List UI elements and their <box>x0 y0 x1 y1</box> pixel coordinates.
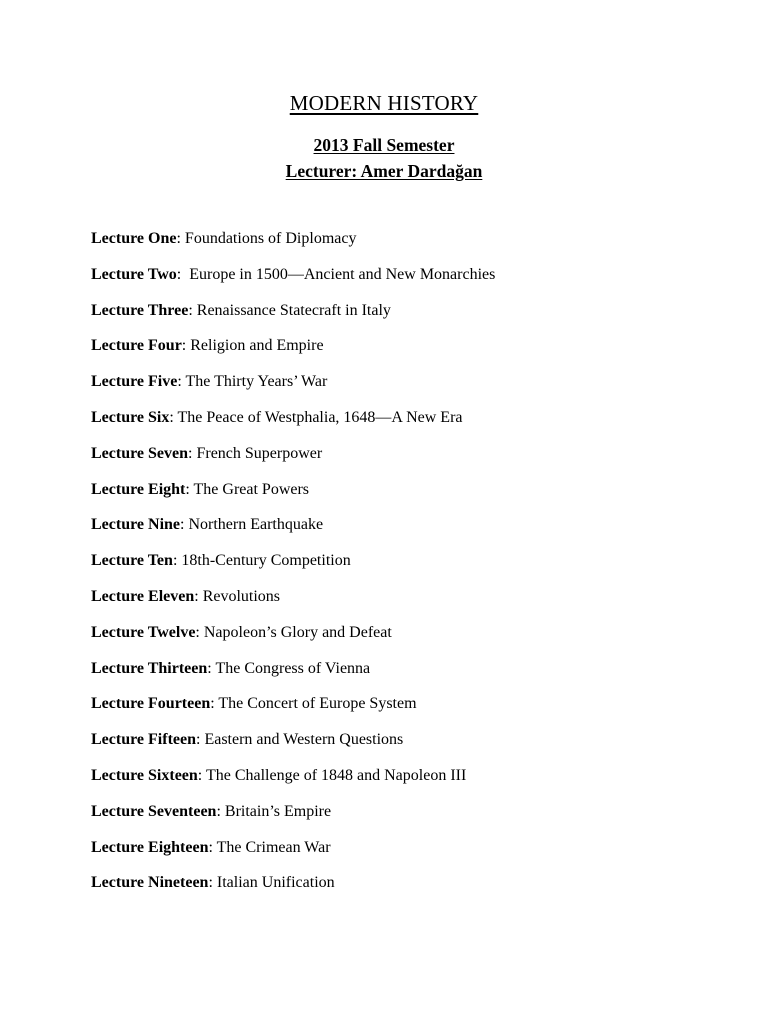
lecture-separator: : <box>195 623 204 641</box>
lecture-label: Lecture Eight <box>91 480 186 498</box>
lecture-separator: : <box>169 408 178 426</box>
lecture-label: Lecture Fifteen <box>91 731 196 749</box>
lecture-topic: French Superpower <box>196 444 323 462</box>
lecture-label: Lecture Fourteen <box>91 695 211 713</box>
lecture-item <box>91 335 495 371</box>
lecture-item <box>91 407 495 443</box>
lecture-topic: The Concert of Europe System <box>218 695 417 713</box>
lecture-label: Lecture Five <box>91 373 178 391</box>
lecture-topic: Northern Earthquake <box>188 516 324 534</box>
lecture-separator: : <box>210 695 219 713</box>
lecture-topic: The Peace of Westphalia, 1648—A New Era <box>177 408 463 426</box>
lecture-list <box>91 228 495 908</box>
lecture-label: Lecture Seven <box>91 444 189 462</box>
lecture-separator: : <box>207 659 216 677</box>
lecture-label: Lecture Nine <box>91 516 181 534</box>
lecture-topic: The Thirty Years’ War <box>185 373 328 391</box>
lecture-label: Lecture Two <box>91 265 177 283</box>
lecture-item <box>91 622 495 658</box>
lecture-topic: Renaissance Statecraft in Italy <box>196 301 391 319</box>
lecture-topic: Eastern and Western Questions <box>204 731 404 749</box>
lecture-separator: : <box>188 444 197 462</box>
lecture-separator: : <box>181 337 191 355</box>
lecture-separator: : <box>176 265 190 283</box>
lecture-item <box>91 693 495 729</box>
lecture-topic: Revolutions <box>202 587 281 605</box>
lecture-item <box>91 550 495 586</box>
lecture-label: Lecture Three <box>91 301 189 319</box>
lecture-separator: : <box>177 373 186 391</box>
lecture-item <box>91 443 495 479</box>
semester-heading: 2013 Fall Semester <box>313 135 455 155</box>
lecture-item <box>91 264 495 300</box>
lecturer-heading: Lecturer: Amer Dardağan <box>285 161 483 181</box>
lecture-label: Lecture Eleven <box>91 587 195 605</box>
lecture-topic: Foundations of Diplomacy <box>184 230 357 247</box>
lecture-separator: : <box>208 874 217 892</box>
lecture-item <box>91 801 495 837</box>
lecture-separator: : <box>196 731 205 749</box>
lecture-label: Lecture Eighteen <box>91 838 209 856</box>
lecture-item <box>91 586 495 622</box>
lecture-item <box>91 872 495 908</box>
lecture-topic: Italian Unification <box>216 874 335 892</box>
lecture-separator: : <box>194 587 203 605</box>
lecture-item <box>91 658 495 694</box>
lecture-label: Lecture Sixteen <box>91 766 198 784</box>
lecture-topic: The Great Powers <box>193 480 310 498</box>
lecture-topic: Napoleon’s Glory and Defeat <box>203 623 392 641</box>
lecture-separator: : <box>197 766 206 784</box>
lecture-item <box>91 765 495 801</box>
lecture-item <box>91 729 495 765</box>
lecture-topic: The Congress of Vienna <box>215 659 371 677</box>
lecture-topic: Britain’s Empire <box>224 802 332 820</box>
lecture-topic: 18th-Century Competition <box>181 552 351 570</box>
lecture-topic: The Challenge of 1848 and Napoleon III <box>205 766 467 784</box>
lecture-separator: : <box>176 230 185 247</box>
lecture-topic: Europe in 1500—Ancient and New Monarchies <box>189 265 496 283</box>
lecture-item <box>91 371 495 407</box>
lecture-item <box>91 228 495 264</box>
lecture-separator: : <box>216 802 225 820</box>
lecture-label: Lecture Thirteen <box>91 659 208 677</box>
lecture-separator: : <box>188 301 197 319</box>
lecture-item <box>91 479 495 515</box>
lecture-topic: Religion and Empire <box>190 337 324 355</box>
lecture-item <box>91 837 495 873</box>
lecture-topic: The Crimean War <box>216 838 331 856</box>
lecture-item <box>91 514 495 550</box>
lecture-label: Lecture Nineteen <box>91 874 209 892</box>
lecture-label: Lecture Ten <box>91 552 173 570</box>
lecture-separator: : <box>208 838 217 856</box>
lecture-label: Lecture Twelve <box>91 623 196 641</box>
lecture-label: Lecture Six <box>91 408 170 426</box>
lecture-label: Lecture One <box>91 230 177 247</box>
lecture-label: Lecture Four <box>91 337 182 355</box>
lecture-item <box>91 300 495 336</box>
lecture-separator: : <box>180 516 189 534</box>
lecture-label: Lecture Seventeen <box>91 802 217 820</box>
lecture-separator: : <box>185 480 194 498</box>
document-title: MODERN HISTORY <box>289 91 479 115</box>
lecture-separator: : <box>172 552 182 570</box>
